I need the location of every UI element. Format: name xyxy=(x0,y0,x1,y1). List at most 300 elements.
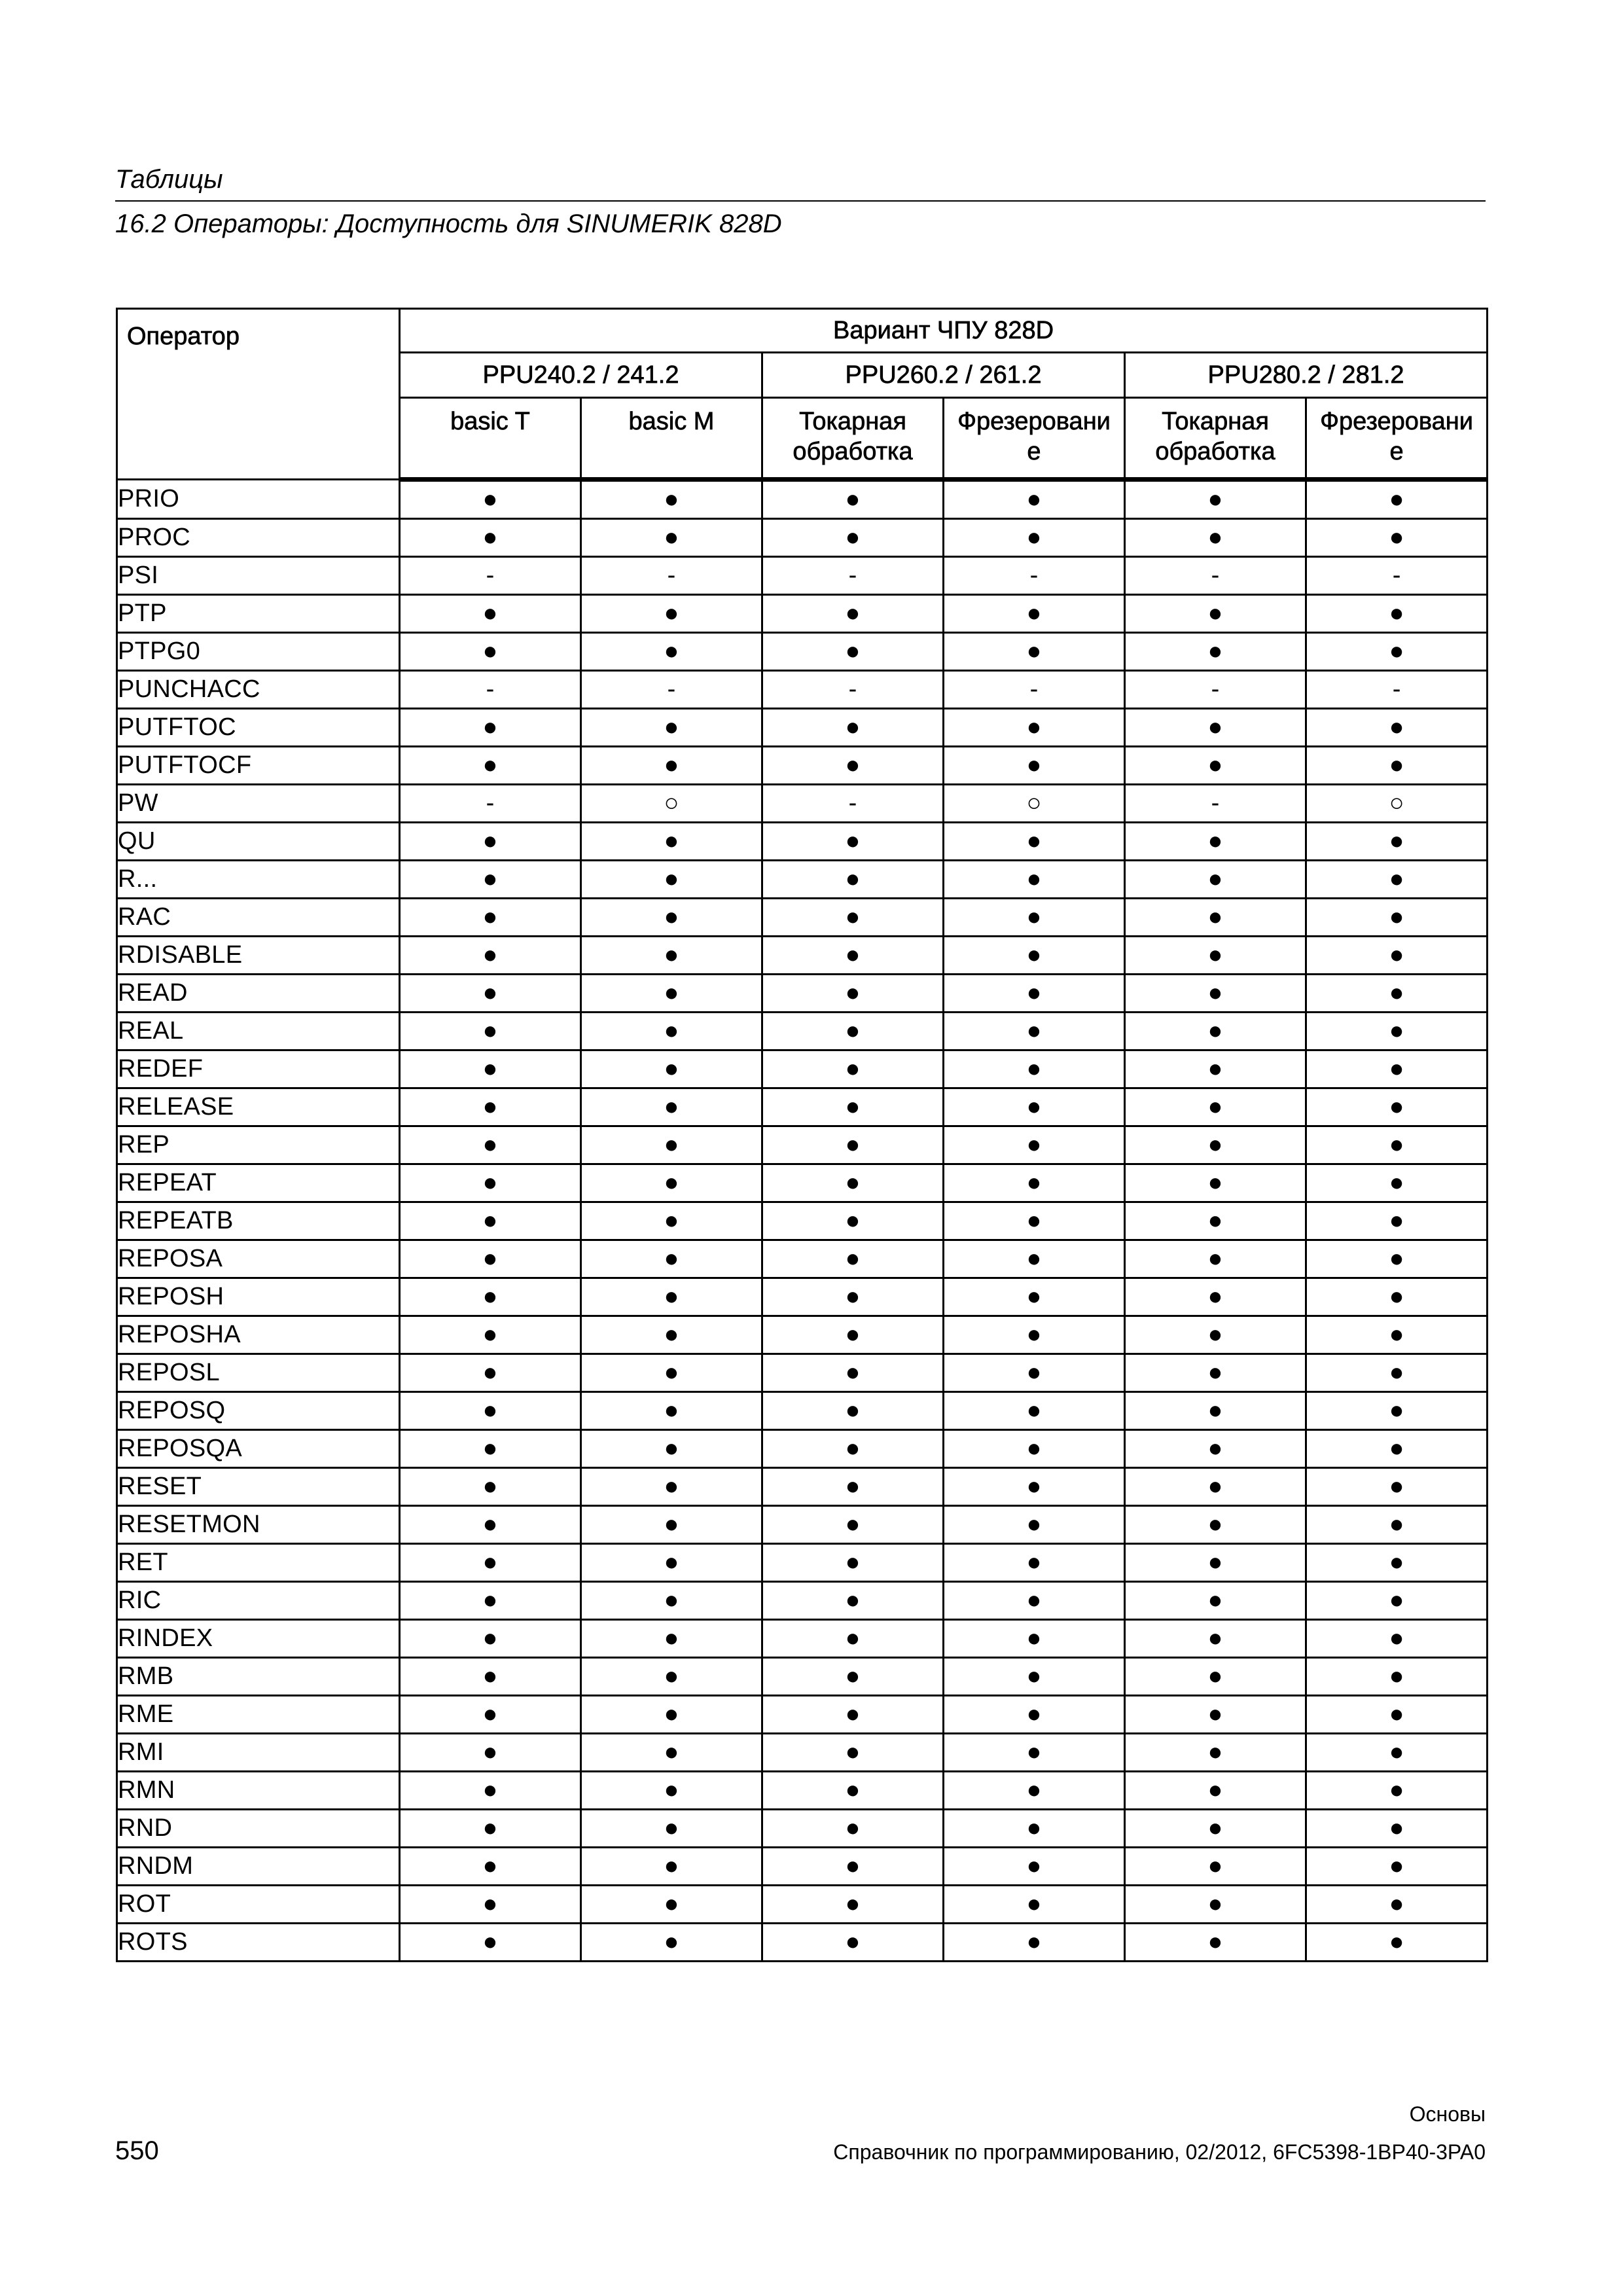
availability-mark: ● xyxy=(400,1658,581,1696)
availability-mark: ● xyxy=(400,633,581,671)
table-row xyxy=(117,1240,1488,1278)
availability-mark: ● xyxy=(1125,1772,1306,1810)
availability-mark: ● xyxy=(944,1316,1125,1354)
availability-mark: ● xyxy=(1125,1164,1306,1202)
availability-mark: ● xyxy=(1125,1620,1306,1658)
availability-mark: ● xyxy=(762,1050,944,1088)
operator-name: RET xyxy=(117,1544,400,1582)
availability-mark: ● xyxy=(944,1468,1125,1506)
table-row xyxy=(117,1506,1488,1544)
availability-mark: ● xyxy=(1125,1126,1306,1164)
availability-mark: ● xyxy=(400,1772,581,1810)
availability-mark: ● xyxy=(944,1620,1125,1658)
availability-mark: ● xyxy=(762,1316,944,1354)
table-row xyxy=(117,1126,1488,1164)
availability-mark: ● xyxy=(581,1582,762,1620)
availability-mark: ○ xyxy=(1306,785,1488,823)
availability-mark: ● xyxy=(400,1810,581,1848)
group-header-ppu280: PPU280.2 / 281.2 xyxy=(1125,353,1488,398)
availability-mark: ● xyxy=(762,1848,944,1886)
availability-mark: ● xyxy=(581,1316,762,1354)
availability-mark: ● xyxy=(400,1582,581,1620)
operator-name: PTPG0 xyxy=(117,633,400,671)
availability-mark: ● xyxy=(581,1734,762,1772)
availability-mark: ● xyxy=(400,937,581,975)
availability-mark: ● xyxy=(1306,1696,1488,1734)
operator-name: RMN xyxy=(117,1772,400,1810)
availability-mark: ● xyxy=(944,1126,1125,1164)
availability-mark: ● xyxy=(1306,747,1488,785)
availability-mark: ● xyxy=(944,747,1125,785)
availability-mark: ● xyxy=(1306,1544,1488,1582)
operator-column-header: Оператор xyxy=(117,309,400,480)
availability-mark: ● xyxy=(944,823,1125,861)
availability-mark: ● xyxy=(762,1696,944,1734)
availability-mark: ● xyxy=(944,899,1125,937)
availability-mark: ● xyxy=(944,1924,1125,1962)
availability-mark: ● xyxy=(944,480,1125,519)
availability-mark: - xyxy=(400,785,581,823)
table-row xyxy=(117,1164,1488,1202)
table-row xyxy=(117,1658,1488,1696)
availability-mark: ● xyxy=(400,1430,581,1468)
availability-mark: ● xyxy=(944,1506,1125,1544)
availability-mark: ● xyxy=(944,1582,1125,1620)
availability-mark: ● xyxy=(762,1088,944,1126)
operator-name: REPOSH xyxy=(117,1278,400,1316)
availability-mark: ● xyxy=(1306,1430,1488,1468)
availability-mark: ● xyxy=(944,1430,1125,1468)
availability-mark: ● xyxy=(762,823,944,861)
availability-mark: ● xyxy=(944,1848,1125,1886)
availability-mark: ● xyxy=(581,975,762,1013)
table-row xyxy=(117,1544,1488,1582)
availability-mark: ● xyxy=(1125,1582,1306,1620)
table-row xyxy=(117,1886,1488,1924)
availability-mark: ● xyxy=(400,1734,581,1772)
availability-mark: ● xyxy=(944,1050,1125,1088)
availability-mark: ● xyxy=(1306,1013,1488,1050)
availability-mark: ● xyxy=(581,1924,762,1962)
availability-mark: ● xyxy=(1306,1658,1488,1696)
section-heading: Таблицы xyxy=(115,165,223,194)
availability-mark: ● xyxy=(762,975,944,1013)
availability-mark: - xyxy=(944,557,1125,595)
availability-mark: ● xyxy=(1125,1468,1306,1506)
table-row xyxy=(117,975,1488,1013)
availability-mark: ● xyxy=(762,1354,944,1392)
availability-mark: ● xyxy=(400,1468,581,1506)
operator-name: RNDM xyxy=(117,1848,400,1886)
operator-name: ROTS xyxy=(117,1924,400,1962)
availability-mark: ● xyxy=(400,519,581,557)
availability-mark: ● xyxy=(1125,1810,1306,1848)
availability-mark: ● xyxy=(944,1278,1125,1316)
availability-mark: ● xyxy=(581,633,762,671)
availability-mark: ● xyxy=(1125,937,1306,975)
availability-mark: ● xyxy=(762,1582,944,1620)
availability-mark: ● xyxy=(581,1278,762,1316)
group-header-ppu240: PPU240.2 / 241.2 xyxy=(400,353,762,398)
availability-mark: ● xyxy=(1125,519,1306,557)
availability-mark: ● xyxy=(400,861,581,899)
availability-mark: ● xyxy=(400,1278,581,1316)
availability-mark: ● xyxy=(944,937,1125,975)
operator-name: RIC xyxy=(117,1582,400,1620)
availability-mark: ● xyxy=(400,1013,581,1050)
availability-mark: ● xyxy=(944,1772,1125,1810)
availability-mark: ● xyxy=(944,1202,1125,1240)
availability-mark: ● xyxy=(762,747,944,785)
availability-mark: ● xyxy=(762,1544,944,1582)
table-row xyxy=(117,1620,1488,1658)
footer-book-title: Основы xyxy=(1409,2102,1486,2126)
availability-mark: - xyxy=(400,557,581,595)
availability-mark: ● xyxy=(762,1506,944,1544)
availability-mark: ● xyxy=(400,1392,581,1430)
operator-name: READ xyxy=(117,975,400,1013)
subheader-turning-260: Токарная обработка xyxy=(762,398,944,480)
availability-mark: ● xyxy=(944,1886,1125,1924)
availability-mark: ● xyxy=(944,1240,1125,1278)
availability-mark: ● xyxy=(1125,1240,1306,1278)
table-row xyxy=(117,1810,1488,1848)
availability-mark: ● xyxy=(581,519,762,557)
availability-mark: ● xyxy=(944,1734,1125,1772)
table-row xyxy=(117,1734,1488,1772)
availability-mark: ● xyxy=(581,1392,762,1430)
availability-mark: ● xyxy=(1125,1544,1306,1582)
availability-mark: ● xyxy=(944,1544,1125,1582)
availability-mark: ● xyxy=(581,1050,762,1088)
availability-mark: ● xyxy=(762,1810,944,1848)
availability-mark: ● xyxy=(1306,1582,1488,1620)
footer-reference: Справочник по программированию, 02/2012, 6FC5398-1BP40-3PA0 xyxy=(833,2140,1486,2164)
availability-mark: ● xyxy=(400,1164,581,1202)
availability-mark: ● xyxy=(1125,1316,1306,1354)
table-row xyxy=(117,1202,1488,1240)
availability-mark: - xyxy=(762,557,944,595)
availability-mark: ● xyxy=(1306,1088,1488,1126)
availability-mark: ● xyxy=(581,1544,762,1582)
operator-name: RESET xyxy=(117,1468,400,1506)
availability-mark: ● xyxy=(1125,1658,1306,1696)
availability-mark: ● xyxy=(1306,1734,1488,1772)
availability-mark: ● xyxy=(1306,1164,1488,1202)
operator-name: RESETMON xyxy=(117,1506,400,1544)
availability-mark: ● xyxy=(581,1013,762,1050)
availability-mark: ● xyxy=(762,1164,944,1202)
availability-mark: ● xyxy=(581,1468,762,1506)
availability-mark: ● xyxy=(581,899,762,937)
availability-mark: ● xyxy=(1125,1924,1306,1962)
operator-name: REP xyxy=(117,1126,400,1164)
availability-mark: ● xyxy=(762,1278,944,1316)
availability-mark: ● xyxy=(1306,1848,1488,1886)
table-row xyxy=(117,1582,1488,1620)
availability-mark: ● xyxy=(944,633,1125,671)
table-row xyxy=(117,1468,1488,1506)
availability-mark: ● xyxy=(581,1202,762,1240)
availability-mark: ● xyxy=(400,1088,581,1126)
availability-mark: ● xyxy=(762,1620,944,1658)
operator-name: RELEASE xyxy=(117,1088,400,1126)
availability-mark: ● xyxy=(762,595,944,633)
availability-mark: ● xyxy=(944,1696,1125,1734)
availability-mark: ● xyxy=(581,709,762,747)
operator-name: REPEATB xyxy=(117,1202,400,1240)
operator-name: PSI xyxy=(117,557,400,595)
availability-mark: ● xyxy=(1306,1050,1488,1088)
availability-mark: ● xyxy=(762,1658,944,1696)
availability-mark: ● xyxy=(581,823,762,861)
availability-mark: ● xyxy=(400,975,581,1013)
availability-mark: ● xyxy=(1125,595,1306,633)
availability-mark: ● xyxy=(944,519,1125,557)
operator-name: PROC xyxy=(117,519,400,557)
operator-name: RMB xyxy=(117,1658,400,1696)
operator-name: RME xyxy=(117,1696,400,1734)
availability-mark: - xyxy=(1306,671,1488,709)
availability-mark: ● xyxy=(400,747,581,785)
availability-mark: ● xyxy=(400,1240,581,1278)
availability-mark: ● xyxy=(1125,1696,1306,1734)
table-row xyxy=(117,1430,1488,1468)
availability-mark: ● xyxy=(400,1126,581,1164)
availability-mark: ● xyxy=(1125,1013,1306,1050)
operator-name: PTP xyxy=(117,595,400,633)
availability-mark: ● xyxy=(581,595,762,633)
availability-mark: ● xyxy=(1306,519,1488,557)
availability-mark: ● xyxy=(1125,633,1306,671)
operator-name: RMI xyxy=(117,1734,400,1772)
availability-mark: ● xyxy=(1125,1278,1306,1316)
table-row xyxy=(117,1924,1488,1962)
table-row xyxy=(117,633,1488,671)
availability-mark: ● xyxy=(1306,1392,1488,1430)
availability-mark: ● xyxy=(1125,861,1306,899)
operator-name: REDEF xyxy=(117,1050,400,1088)
availability-mark: ● xyxy=(581,1506,762,1544)
operator-name: PRIO xyxy=(117,480,400,519)
page-title: 16.2 Операторы: Доступность для SINUMERIK 828D xyxy=(115,209,782,238)
availability-mark: ● xyxy=(1306,937,1488,975)
availability-mark: ● xyxy=(400,1886,581,1924)
availability-mark: ● xyxy=(762,937,944,975)
availability-mark: ● xyxy=(581,1886,762,1924)
table-row xyxy=(117,1088,1488,1126)
subheader-milling-260: Фрезеровани е xyxy=(944,398,1125,480)
availability-mark: ● xyxy=(1125,480,1306,519)
table-row xyxy=(117,1316,1488,1354)
table-row xyxy=(117,823,1488,861)
table-row xyxy=(117,709,1488,747)
page-number: 550 xyxy=(115,2136,159,2165)
availability-mark: ● xyxy=(581,1848,762,1886)
table-row xyxy=(117,899,1488,937)
table-row xyxy=(117,1696,1488,1734)
operators-table-body xyxy=(117,480,1488,1962)
availability-mark: ● xyxy=(1306,1240,1488,1278)
availability-mark: ● xyxy=(762,1126,944,1164)
availability-mark: - xyxy=(762,671,944,709)
availability-mark: - xyxy=(1125,557,1306,595)
availability-mark: ● xyxy=(1306,1202,1488,1240)
table-row xyxy=(117,1013,1488,1050)
availability-mark: ● xyxy=(581,1240,762,1278)
availability-mark: ● xyxy=(1125,1354,1306,1392)
availability-mark: ● xyxy=(1125,823,1306,861)
availability-mark: ● xyxy=(1125,1734,1306,1772)
availability-mark: - xyxy=(400,671,581,709)
group-header-ppu260: PPU260.2 / 261.2 xyxy=(762,353,1125,398)
availability-mark: ● xyxy=(1125,975,1306,1013)
availability-mark: ● xyxy=(581,1696,762,1734)
availability-mark: ● xyxy=(944,1088,1125,1126)
availability-mark: ● xyxy=(1306,1506,1488,1544)
availability-mark: - xyxy=(581,557,762,595)
availability-mark: ● xyxy=(1125,1202,1306,1240)
availability-mark: ● xyxy=(762,1202,944,1240)
subheader-turning-280: Токарная обработка xyxy=(1125,398,1306,480)
subheader-basic-m: basic M xyxy=(581,398,762,480)
operator-name: REPEAT xyxy=(117,1164,400,1202)
availability-mark: ● xyxy=(762,1468,944,1506)
table-row xyxy=(117,595,1488,633)
availability-mark: ● xyxy=(1306,1316,1488,1354)
availability-mark: ● xyxy=(400,1506,581,1544)
operator-name: RDISABLE xyxy=(117,937,400,975)
operator-name: QU xyxy=(117,823,400,861)
availability-mark: ● xyxy=(1306,861,1488,899)
availability-mark: ● xyxy=(1306,823,1488,861)
operator-name: REPOSQA xyxy=(117,1430,400,1468)
availability-mark: ● xyxy=(762,1392,944,1430)
availability-mark: ● xyxy=(762,1734,944,1772)
availability-mark: ● xyxy=(400,1848,581,1886)
availability-mark: ● xyxy=(1306,1924,1488,1962)
table-row xyxy=(117,1392,1488,1430)
availability-mark: ● xyxy=(762,519,944,557)
availability-mark: ● xyxy=(944,1658,1125,1696)
availability-mark: - xyxy=(1125,785,1306,823)
availability-mark: ● xyxy=(1306,1810,1488,1848)
availability-mark: ● xyxy=(944,975,1125,1013)
availability-mark: ● xyxy=(762,1240,944,1278)
table-row xyxy=(117,519,1488,557)
availability-mark: ● xyxy=(762,1886,944,1924)
availability-mark: ● xyxy=(944,1354,1125,1392)
availability-mark: ● xyxy=(581,1810,762,1848)
availability-mark: ● xyxy=(1306,480,1488,519)
availability-mark: ● xyxy=(1125,1886,1306,1924)
availability-mark: ● xyxy=(400,480,581,519)
table-row xyxy=(117,557,1488,595)
availability-mark: ● xyxy=(1306,975,1488,1013)
availability-mark: - xyxy=(1125,671,1306,709)
availability-mark: ● xyxy=(581,1620,762,1658)
availability-mark: ● xyxy=(762,1772,944,1810)
table-row xyxy=(117,1050,1488,1088)
operators-table xyxy=(116,308,1488,1962)
availability-mark: ● xyxy=(1125,747,1306,785)
availability-mark: ● xyxy=(762,1924,944,1962)
availability-mark: ● xyxy=(1306,1772,1488,1810)
operator-name: R... xyxy=(117,861,400,899)
availability-mark: ● xyxy=(400,823,581,861)
operator-name: PUTFTOC xyxy=(117,709,400,747)
availability-mark: ● xyxy=(400,709,581,747)
table-row xyxy=(117,1848,1488,1886)
availability-mark: ● xyxy=(1125,1392,1306,1430)
operator-name: RND xyxy=(117,1810,400,1848)
availability-mark: ● xyxy=(944,861,1125,899)
operator-name: REPOSA xyxy=(117,1240,400,1278)
availability-mark: ● xyxy=(581,1164,762,1202)
availability-mark: ● xyxy=(1125,1506,1306,1544)
operator-name: PUNCHACC xyxy=(117,671,400,709)
subheader-basic-t: basic T xyxy=(400,398,581,480)
availability-mark: ● xyxy=(762,633,944,671)
availability-mark: - xyxy=(1306,557,1488,595)
availability-mark: ● xyxy=(400,1696,581,1734)
table-row xyxy=(117,1772,1488,1810)
availability-mark: ● xyxy=(581,1772,762,1810)
availability-mark: ● xyxy=(762,480,944,519)
availability-mark: ● xyxy=(1306,595,1488,633)
availability-mark: ● xyxy=(1306,899,1488,937)
availability-mark: ● xyxy=(400,1050,581,1088)
availability-mark: ● xyxy=(1306,633,1488,671)
availability-mark: ● xyxy=(944,709,1125,747)
availability-mark: - xyxy=(762,785,944,823)
table-row xyxy=(117,937,1488,975)
availability-mark: ● xyxy=(581,1430,762,1468)
availability-mark: ● xyxy=(400,1924,581,1962)
availability-mark: ● xyxy=(581,1088,762,1126)
subheader-milling-280: Фрезеровани е xyxy=(1306,398,1488,480)
availability-mark: ● xyxy=(1306,1354,1488,1392)
availability-mark: ● xyxy=(1125,1430,1306,1468)
availability-mark: ● xyxy=(581,747,762,785)
table-row xyxy=(117,480,1488,519)
operator-name: REPOSQ xyxy=(117,1392,400,1430)
operator-name: RAC xyxy=(117,899,400,937)
availability-mark: ● xyxy=(581,861,762,899)
table-row xyxy=(117,671,1488,709)
availability-mark: ● xyxy=(1306,1126,1488,1164)
operator-name: REPOSL xyxy=(117,1354,400,1392)
availability-mark: ● xyxy=(762,899,944,937)
availability-mark: ● xyxy=(400,899,581,937)
availability-mark: ● xyxy=(1306,1468,1488,1506)
availability-mark: ● xyxy=(581,937,762,975)
availability-mark: ● xyxy=(1306,709,1488,747)
availability-mark: ● xyxy=(581,1354,762,1392)
availability-mark: ● xyxy=(762,1430,944,1468)
table-row xyxy=(117,861,1488,899)
availability-mark: ● xyxy=(944,1164,1125,1202)
table-row xyxy=(117,785,1488,823)
availability-mark: ● xyxy=(1125,899,1306,937)
header-divider xyxy=(115,200,1486,202)
availability-mark: ● xyxy=(762,1013,944,1050)
availability-mark: ● xyxy=(581,1658,762,1696)
availability-mark: ● xyxy=(400,1620,581,1658)
availability-mark: - xyxy=(581,671,762,709)
operator-name: PUTFTOCF xyxy=(117,747,400,785)
operator-name: ROT xyxy=(117,1886,400,1924)
